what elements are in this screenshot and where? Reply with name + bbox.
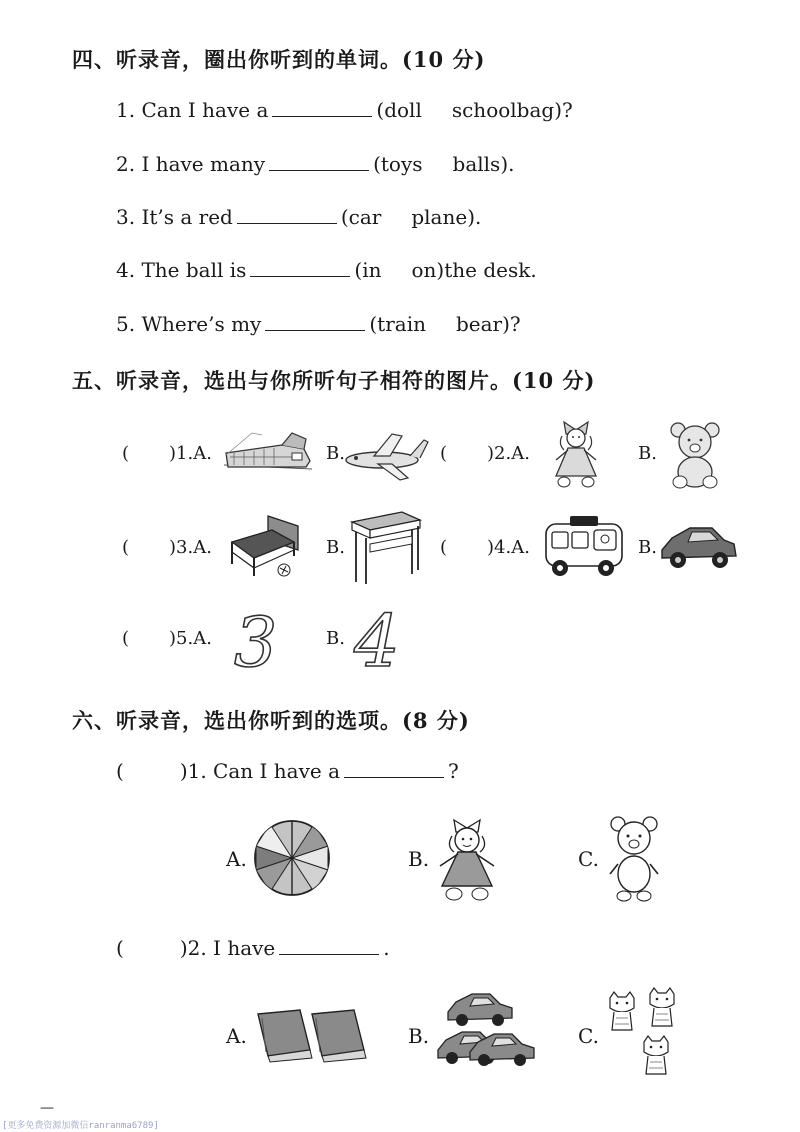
s6-question-1: ( )1. Can I have a ? xyxy=(116,759,459,783)
teddy-bear-image[interactable] xyxy=(666,420,724,492)
option-word[interactable]: toys xyxy=(380,152,423,176)
option-a-label: A. xyxy=(226,1024,247,1048)
answer-blank[interactable] xyxy=(279,936,379,955)
doll-image[interactable] xyxy=(546,416,606,492)
option-b-label: B. xyxy=(408,847,430,871)
option-word[interactable]: car xyxy=(348,205,382,229)
number-4-image[interactable] xyxy=(352,599,412,683)
number-3-image[interactable] xyxy=(232,604,286,683)
answer-blank[interactable] xyxy=(269,152,369,171)
option-word[interactable]: doll xyxy=(384,98,422,122)
ball-image[interactable] xyxy=(252,818,332,898)
doll-image[interactable] xyxy=(434,812,500,904)
s4-question-4: 4. The ball is (in on)the desk. xyxy=(116,258,537,282)
s5-item-3: ( )3.A. xyxy=(122,537,212,558)
plane-image[interactable] xyxy=(344,430,430,484)
option-word[interactable]: in xyxy=(362,258,382,282)
option-b-label: B. xyxy=(326,628,345,649)
option-b-label: B. xyxy=(326,537,345,558)
answer-blank[interactable] xyxy=(250,258,350,277)
answer-blank[interactable] xyxy=(272,98,372,117)
desk-image[interactable] xyxy=(348,508,422,586)
s4-question-2: 2. I have many (toys balls). xyxy=(116,152,515,176)
section-4-heading: 四、听录音，圈出你听到的单词。(10 分) xyxy=(72,47,486,72)
car-image[interactable] xyxy=(658,520,738,572)
books-image[interactable] xyxy=(252,1004,378,1064)
s4-question-3: 3. It’s a red (car plane). xyxy=(116,205,482,229)
option-word[interactable]: train xyxy=(377,312,426,336)
s4-question-5: 5. Where’s my (train bear)? xyxy=(116,312,521,336)
digit-4: 4 xyxy=(354,599,400,683)
s5-item-2: ( )2.A. xyxy=(440,443,530,464)
section-5-heading: 五、听录音，选出与你所听句子相符的图片。(10 分) xyxy=(72,368,596,393)
option-a-label: A. xyxy=(226,847,247,871)
train-image[interactable] xyxy=(222,425,314,473)
bed-image[interactable] xyxy=(228,512,300,582)
bus-image[interactable] xyxy=(542,514,626,580)
cars-image[interactable] xyxy=(436,990,536,1074)
answer-blank[interactable] xyxy=(237,205,337,224)
option-c-label: C. xyxy=(578,847,599,871)
option-word[interactable]: balls xyxy=(452,152,501,176)
teddy-bear-image[interactable] xyxy=(606,812,664,904)
answer-blank[interactable] xyxy=(265,312,365,331)
option-word[interactable]: on xyxy=(411,258,437,282)
cats-image[interactable] xyxy=(604,988,680,1080)
option-c-label: C. xyxy=(578,1024,599,1048)
option-b-label: B. xyxy=(408,1024,430,1048)
option-b-label: B. xyxy=(326,443,345,464)
s4-question-1: 1. Can I have a (doll schoolbag)? xyxy=(116,98,573,122)
s6-question-2: ( )2. I have . xyxy=(116,936,390,960)
option-word[interactable]: plane xyxy=(411,205,468,229)
s5-item-1: ( )1.A. xyxy=(122,443,212,464)
digit-3: 3 xyxy=(234,604,278,683)
page-mark: — xyxy=(40,1100,54,1116)
option-word[interactable]: schoolbag xyxy=(451,98,555,122)
option-word[interactable]: bear xyxy=(455,312,503,336)
option-b-label: B. xyxy=(638,443,657,464)
section-6-heading: 六、听录音，选出你听到的选项。(8 分) xyxy=(72,708,470,733)
option-b-label: B. xyxy=(638,537,657,558)
s5-item-4: ( )4.A. xyxy=(440,537,530,558)
answer-blank[interactable] xyxy=(344,759,444,778)
watermark-text: [更多免费资源加微信ranranma6789] xyxy=(2,1121,159,1131)
s5-item-5: ( )5.A. xyxy=(122,628,212,649)
